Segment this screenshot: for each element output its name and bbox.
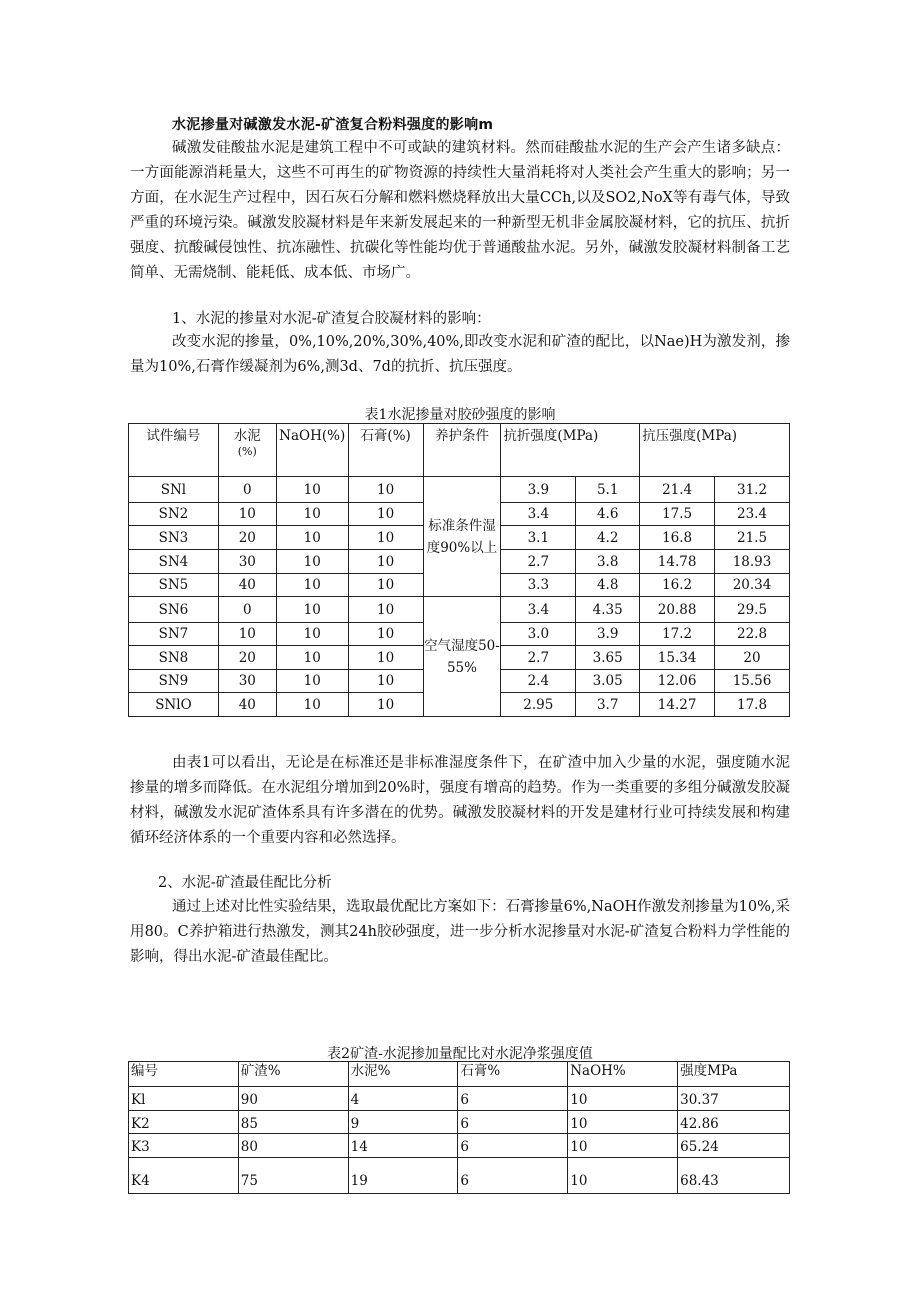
compressive-3d-cell: 16.8 — [640, 526, 715, 550]
cement-cell: 20 — [218, 646, 276, 670]
cement-cell: 19 — [348, 1158, 458, 1194]
cement-cell: 9 — [348, 1111, 458, 1134]
flexural-7d-cell: 3.9 — [576, 623, 640, 646]
compressive-7d-cell: 17.8 — [715, 693, 790, 717]
table2-row — [129, 1158, 790, 1194]
slag-cell: 75 — [238, 1158, 348, 1194]
specimen-id-cell: SN8 — [129, 646, 219, 670]
flexural-3d-cell: 2.4 — [501, 670, 576, 693]
compressive-3d-cell: 17.5 — [640, 503, 715, 526]
code-cell: Kl — [129, 1087, 239, 1111]
header-cement — [218, 424, 276, 477]
compressive-7d-cell: 15.56 — [715, 670, 790, 693]
specimen-id-cell: SN6 — [129, 597, 219, 623]
header-cement-label: 水泥 — [233, 428, 261, 444]
gypsum-cell: 10 — [348, 550, 423, 574]
naoh-cell: 10 — [568, 1111, 678, 1134]
compressive-7d-cell: 31.2 — [715, 477, 790, 503]
compressive-3d-cell: 14.27 — [640, 693, 715, 717]
compressive-7d-cell: 18.93 — [715, 550, 790, 574]
flexural-3d-cell: 3.3 — [501, 574, 576, 597]
cement-cell: 10 — [218, 623, 276, 646]
code-cell: K2 — [129, 1111, 239, 1134]
strength-cell: 30.37 — [678, 1087, 790, 1111]
cement-cell: 30 — [218, 670, 276, 693]
table1-caption: 表1水泥掺量对胶砂强度的影响 — [364, 407, 556, 423]
section2-heading: 2、水泥-矿渣最佳配比分析 — [158, 875, 332, 891]
header-specimen-id: 试件编号 — [129, 424, 219, 477]
slag-cell: 85 — [238, 1111, 348, 1134]
gypsum-cell: 10 — [348, 477, 423, 503]
flexural-3d-cell: 2.7 — [501, 550, 576, 574]
gypsum-cell: 10 — [348, 574, 423, 597]
gypsum-cell: 10 — [348, 670, 423, 693]
table2-row — [129, 1111, 790, 1134]
specimen-id-cell: SNl — [129, 477, 219, 503]
naoh-cell: 10 — [276, 646, 348, 670]
compressive-3d-cell: 21.4 — [640, 477, 715, 503]
cement-cell: 0 — [218, 597, 276, 623]
specimen-id-cell: SN7 — [129, 623, 219, 646]
flexural-7d-cell: 3.7 — [576, 693, 640, 717]
curing-condition-cell: 空气湿度50-55% — [423, 597, 501, 717]
flexural-3d-cell: 3.9 — [501, 477, 576, 503]
table1-row — [129, 597, 790, 623]
intro-paragraph: 碱激发硅酸盐水泥是建筑工程中不可或缺的建筑材料。然而硅酸盐水泥的生产会产生诸多缺点：一方面能源消耗量大，这些不可再生的矿物资源的持续性大量消耗将对人类社会产生重大的影响；另一方面，在水泥生产过程中，因石灰石分解和燃料燃烧释放出大量CCh,以及SO2,NoX等有毒气体，导致严重的环境污染。碱激发胶凝材料是年来新发展起来的一种新型无机非金属胶凝材料，它的抗压、抗折强度、抗酸碱侵蚀性、抗冻融性、抗碳化等性能均优于普通酸盐水泥。另外，碱激发胶凝材料制备工艺简单、无需烧制、能耗低、成本低、市场广。 — [130, 140, 790, 281]
compressive-3d-cell: 16.2 — [640, 574, 715, 597]
gypsum-cell: 6 — [458, 1134, 568, 1158]
header-curing: 养护条件 — [423, 424, 501, 477]
section1-heading: 1、水泥的掺量对水泥-矿渣复合胶凝材料的影响： — [172, 311, 491, 327]
flexural-7d-cell: 4.35 — [576, 597, 640, 623]
gypsum-cell: 10 — [348, 693, 423, 717]
curing-condition-cell: 标准条件湿度90%以上 — [423, 477, 501, 597]
header-compressive: 抗压强度(MPa) — [640, 424, 790, 477]
header-naoh: NaOH% — [568, 1062, 678, 1087]
gypsum-cell: 10 — [348, 646, 423, 670]
compressive-3d-cell: 14.78 — [640, 550, 715, 574]
table1-header-row — [129, 424, 790, 477]
header-gypsum: 石膏(%) — [348, 424, 423, 477]
flexural-7d-cell: 4.8 — [576, 574, 640, 597]
compressive-3d-cell: 17.2 — [640, 623, 715, 646]
compressive-7d-cell: 23.4 — [715, 503, 790, 526]
header-strength: 强度MPa — [678, 1062, 790, 1087]
document-title: 水泥掺量对碱激发水泥-矿渣复合粉料强度的影响m — [172, 117, 494, 133]
table1-row — [129, 477, 790, 503]
table2 — [128, 1061, 790, 1194]
section1-paragraph: 改变水泥的掺量，0%,10%,20%,30%,40%,即改变水泥和矿渣的配比，以Nae)H为激发剂，掺量为10%,石膏作缓凝剂为6%,测3d、7d的抗折、抗压强度。 — [130, 334, 790, 375]
specimen-id-cell: SN4 — [129, 550, 219, 574]
compressive-3d-cell: 20.88 — [640, 597, 715, 623]
naoh-cell: 10 — [568, 1087, 678, 1111]
header-slag: 矿渣% — [238, 1062, 348, 1087]
flexural-7d-cell: 4.2 — [576, 526, 640, 550]
table2-header-row — [129, 1062, 790, 1087]
code-cell: K3 — [129, 1134, 239, 1158]
strength-cell: 68.43 — [678, 1158, 790, 1194]
compressive-7d-cell: 20.34 — [715, 574, 790, 597]
flexural-3d-cell: 2.7 — [501, 646, 576, 670]
compressive-7d-cell: 29.5 — [715, 597, 790, 623]
naoh-cell: 10 — [276, 477, 348, 503]
cement-cell: 20 — [218, 526, 276, 550]
flexural-7d-cell: 3.05 — [576, 670, 640, 693]
table2-caption: 表2矿渣-水泥掺加量配比对水泥净浆强度值 — [327, 1046, 593, 1062]
naoh-cell: 10 — [276, 670, 348, 693]
gypsum-cell: 6 — [458, 1111, 568, 1134]
flexural-7d-cell: 5.1 — [576, 477, 640, 503]
compressive-7d-cell: 21.5 — [715, 526, 790, 550]
naoh-cell: 10 — [276, 693, 348, 717]
gypsum-cell: 10 — [348, 503, 423, 526]
flexural-7d-cell: 3.8 — [576, 550, 640, 574]
gypsum-cell: 6 — [458, 1158, 568, 1194]
flexural-3d-cell: 3.0 — [501, 623, 576, 646]
header-naoh: NaOH(%) — [276, 424, 348, 477]
naoh-cell: 10 — [276, 597, 348, 623]
compressive-3d-cell: 12.06 — [640, 670, 715, 693]
header-code: 编号 — [129, 1062, 239, 1087]
naoh-cell: 10 — [276, 526, 348, 550]
cement-cell: 0 — [218, 477, 276, 503]
gypsum-cell: 10 — [348, 526, 423, 550]
analysis-paragraph: 由表1可以看出，无论是在标准还是非标准湿度条件下，在矿渣中加入少量的水泥，强度随水泥掺量的增多而降低。在水泥组分增加到20%时，强度有增高的趋势。作为一类重要的多组分碱激发胶凝材料，碱激发水泥矿渣体系具有许多潜在的优势。碱激发胶凝材料的开发是建材行业可持续发展和构建循环经济体系的一个重要内容和必然选择。 — [130, 755, 790, 846]
strength-cell: 65.24 — [678, 1134, 790, 1158]
naoh-cell: 10 — [276, 503, 348, 526]
section2-paragraph: 通过上述对比性实验结果，选取最优配比方案如下：石膏掺量6%,NaOH作激发剂掺量为10%,采用80。C养护箱进行热激发，测其24h胶砂强度，进一步分析水泥掺量对水泥-矿渣复合粉料力学性能的影响，得出水泥-矿渣最佳配比。 — [130, 899, 790, 965]
specimen-id-cell: SN5 — [129, 574, 219, 597]
flexural-7d-cell: 3.65 — [576, 646, 640, 670]
specimen-id-cell: SN9 — [129, 670, 219, 693]
naoh-cell: 10 — [276, 550, 348, 574]
naoh-cell: 10 — [276, 574, 348, 597]
flexural-3d-cell: 2.95 — [501, 693, 576, 717]
specimen-id-cell: SN3 — [129, 526, 219, 550]
cement-cell: 4 — [348, 1087, 458, 1111]
naoh-cell: 10 — [568, 1158, 678, 1194]
compressive-7d-cell: 20 — [715, 646, 790, 670]
cement-cell: 40 — [218, 574, 276, 597]
cement-cell: 30 — [218, 550, 276, 574]
gypsum-cell: 10 — [348, 623, 423, 646]
table2-row — [129, 1087, 790, 1111]
table1 — [128, 423, 790, 717]
naoh-cell: 10 — [568, 1134, 678, 1158]
header-cement: 水泥% — [348, 1062, 458, 1087]
specimen-id-cell: SN2 — [129, 503, 219, 526]
flexural-3d-cell: 3.4 — [501, 597, 576, 623]
header-gypsum: 石膏% — [458, 1062, 568, 1087]
code-cell: K4 — [129, 1158, 239, 1194]
flexural-3d-cell: 3.1 — [501, 526, 576, 550]
header-flexural: 抗折强度(MPa) — [501, 424, 640, 477]
specimen-id-cell: SNlO — [129, 693, 219, 717]
flexural-3d-cell: 3.4 — [501, 503, 576, 526]
compressive-7d-cell: 22.8 — [715, 623, 790, 646]
cement-cell: 14 — [348, 1134, 458, 1158]
table2-row — [129, 1134, 790, 1158]
header-cement-unit: (%) — [237, 445, 257, 458]
cement-cell: 40 — [218, 693, 276, 717]
cement-cell: 10 — [218, 503, 276, 526]
naoh-cell: 10 — [276, 623, 348, 646]
strength-cell: 42.86 — [678, 1111, 790, 1134]
slag-cell: 90 — [238, 1087, 348, 1111]
compressive-3d-cell: 15.34 — [640, 646, 715, 670]
slag-cell: 80 — [238, 1134, 348, 1158]
gypsum-cell: 10 — [348, 597, 423, 623]
gypsum-cell: 6 — [458, 1087, 568, 1111]
flexural-7d-cell: 4.6 — [576, 503, 640, 526]
